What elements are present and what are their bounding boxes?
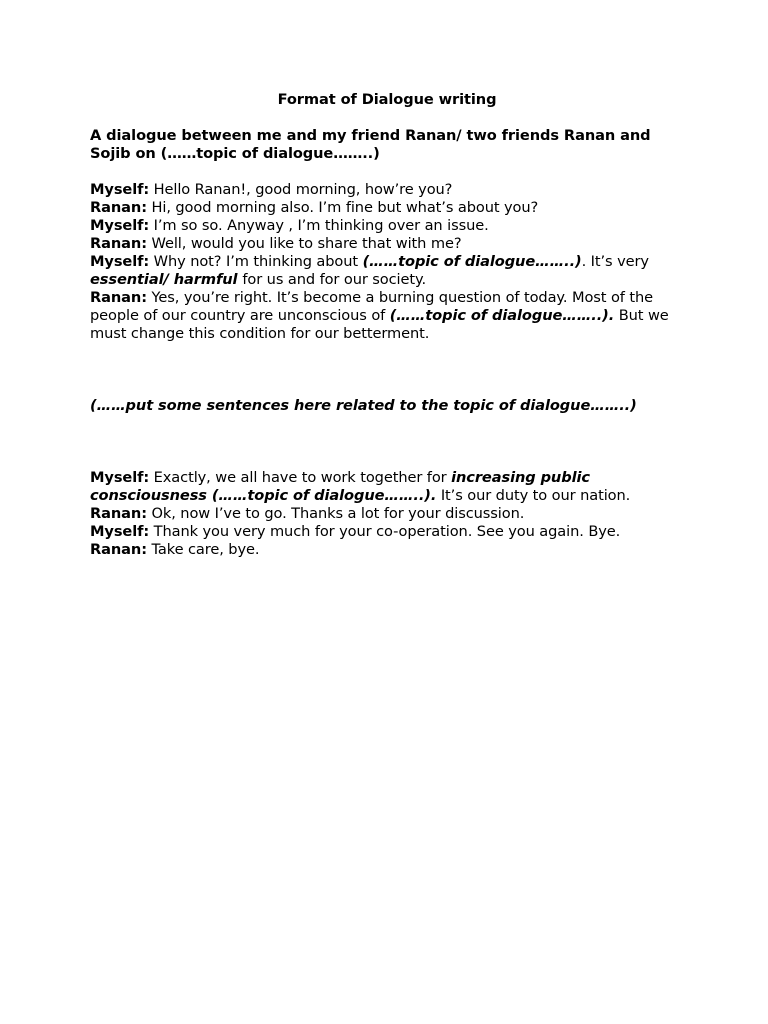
speaker-label: Myself: — [90, 523, 150, 540]
dialogue-line — [90, 217, 690, 235]
speaker-label: Ranan: — [90, 541, 147, 558]
topic-placeholder: (……topic of dialogue……..) — [362, 253, 582, 270]
dialogue-text: Take care, bye. — [146, 541, 260, 558]
spacer — [90, 415, 690, 469]
dialogue-text: Yes, you’re right. It’s become a burning question of today. Most of the people of our country are unconscious of — [90, 289, 653, 324]
document-title: Format of Dialogue writing — [277, 91, 497, 108]
dialogue-text: Exactly, we all have to work together for — [149, 469, 452, 486]
dialogue-text: But we must change this condition for our betterment. — [90, 307, 669, 342]
speaker-label: Ranan: — [90, 505, 147, 522]
dialogue-text: for us and for our society. — [242, 271, 426, 288]
sentences-placeholder: (……put some sentences here related to the topic of dialogue……..) — [90, 397, 637, 414]
emphasis-text: increasing public consciousness (……topic of dialogue……..). — [90, 469, 590, 504]
dialogue-text: Hi, good morning also. I’m fine but what’s about you? — [146, 199, 539, 216]
dialogue-line — [90, 289, 690, 343]
speaker-label: Myself: — [90, 253, 150, 270]
speaker-label: Myself: — [90, 469, 150, 486]
emphasis-text: essential/ harmful — [90, 271, 243, 288]
dialogue-line — [90, 505, 690, 523]
speaker-label: Myself: — [90, 181, 150, 198]
intro-heading: A dialogue between me and my friend Ranan/ two friends Ranan and Sojib on (……topic of dialogue……..) — [90, 127, 651, 162]
dialogue-text: It’s our duty to our nation. — [436, 487, 631, 504]
dialogue-text: Ok, now I’ve to go. Thanks a lot for your discussion. — [146, 505, 525, 522]
spacer — [90, 343, 690, 397]
speaker-label: Myself: — [90, 217, 150, 234]
dialogue-line — [90, 523, 690, 541]
dialogue-line — [90, 253, 690, 289]
dialogue-line — [90, 235, 690, 253]
dialogue-line — [90, 199, 690, 217]
document-page — [90, 91, 690, 559]
speaker-label: Ranan: — [90, 235, 147, 252]
topic-placeholder: (……topic of dialogue……..). — [389, 307, 615, 324]
dialogue-text: I’m so so. Anyway , I’m thinking over an issue. — [149, 217, 489, 234]
dialogue-line — [90, 541, 690, 559]
dialogue-text: Hello Ranan!, good morning, how’re you? — [149, 181, 453, 198]
dialogue-text: Well, would you like to share that with me? — [146, 235, 462, 252]
dialogue-line — [90, 469, 690, 505]
dialogue-line — [90, 181, 690, 199]
dialogue-text: . It’s very — [581, 253, 649, 270]
speaker-label: Ranan: — [90, 199, 147, 216]
speaker-label: Ranan: — [90, 289, 147, 306]
dialogue-text: Thank you very much for your co-operation. See you again. Bye. — [149, 523, 621, 540]
dialogue-text: Why not? I’m thinking about — [149, 253, 363, 270]
